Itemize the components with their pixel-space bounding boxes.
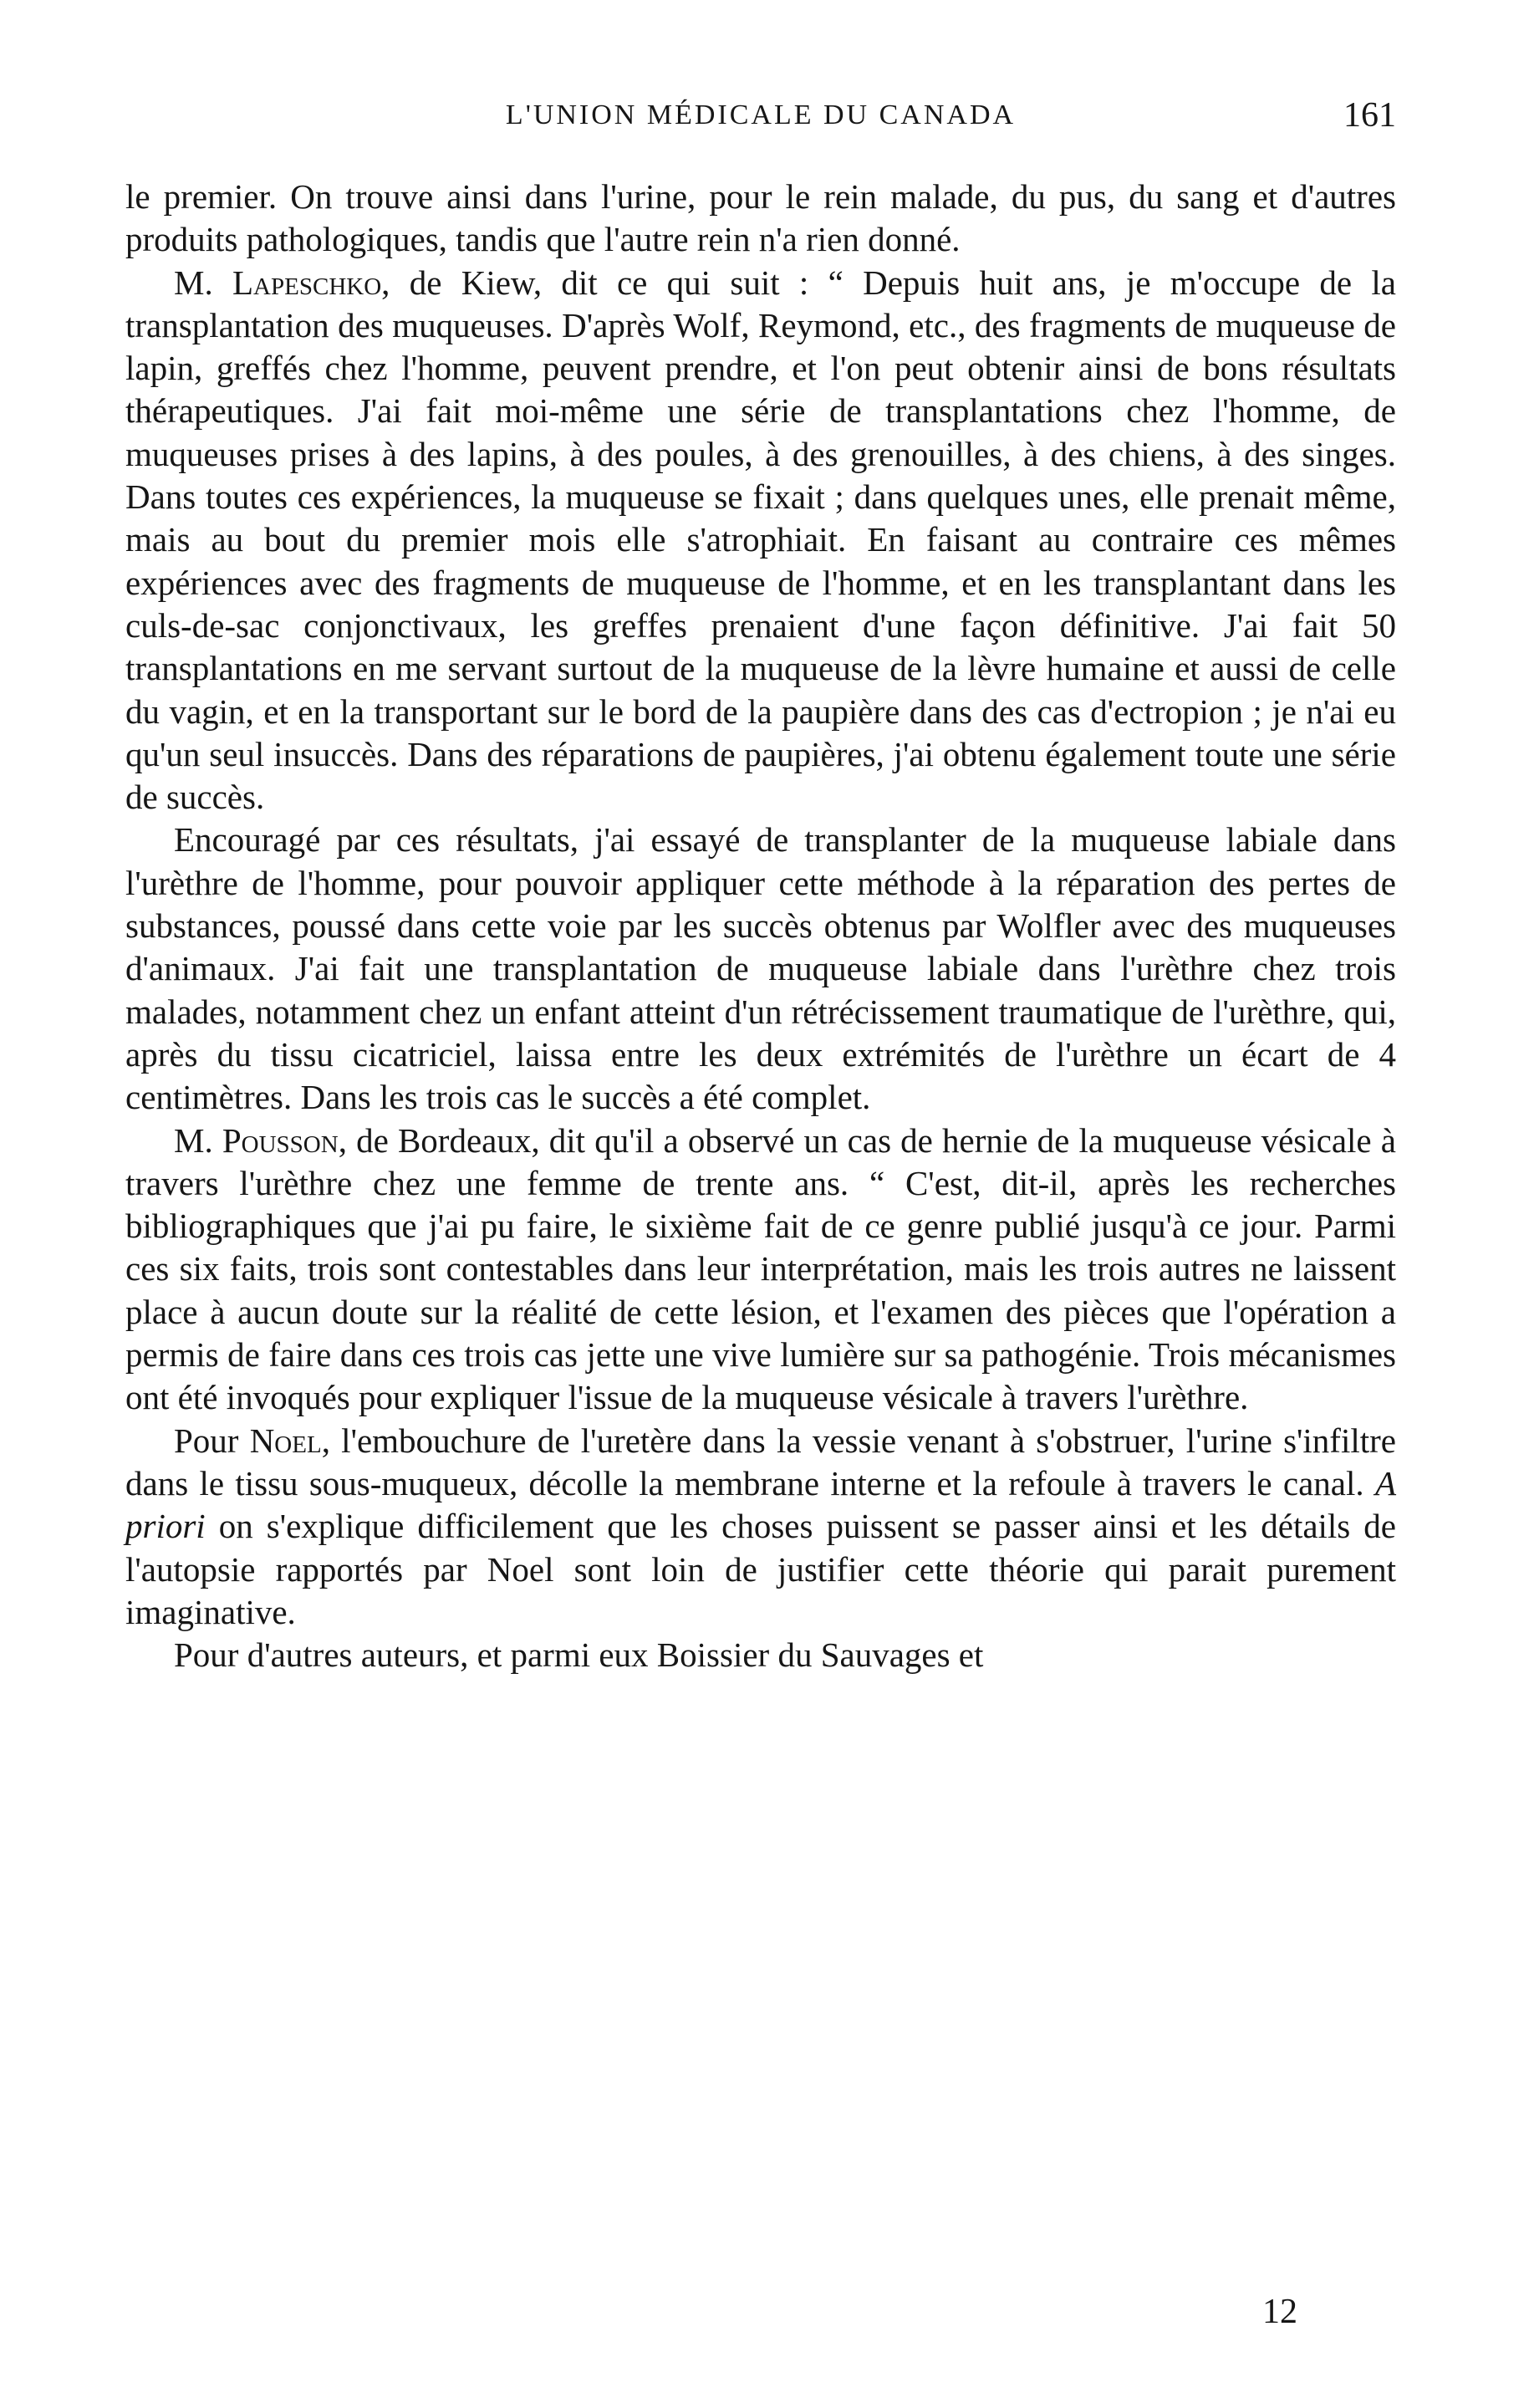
paragraph-text: Pour — [174, 1421, 250, 1460]
running-header — [125, 90, 1396, 140]
paragraph-text: le premier. On trouve ainsi dans l'urine, pour le rein malade, du pus, du sang et d'autres produits pathologiques, tandis que l'autre rein n'a rien donné. — [125, 177, 1396, 259]
paragraph-text: M. — [174, 1120, 222, 1160]
paragraph — [125, 262, 1396, 819]
paragraph — [125, 176, 1396, 262]
author-name: Lapeschko — [232, 263, 382, 302]
author-name: Noel — [249, 1421, 322, 1460]
signature-mark: 12 — [1262, 2293, 1297, 2331]
paragraph — [125, 1420, 1396, 1634]
paragraph-text: Pour d'autres auteurs, et parmi eux Boissier du Sauvages et — [174, 1635, 984, 1675]
paragraph — [125, 1634, 1396, 1676]
paragraph-text: , l'embouchure de l'uretère dans la vessie venant à s'obstruer, l'urine s'infiltre dans le tissu sous-muqueux, décolle la membrane interne et la refoule à travers le canal. — [125, 1421, 1396, 1502]
page-number: 161 — [1343, 96, 1396, 135]
paragraph-text: , de Bordeaux, dit qu'il a observé un cas de hernie de la muqueuse vésicale à travers l'urèthre chez une femme de trente ans. “ C'est, dit-il, après les recherches bibliographiques que j'ai pu faire, le sixième fait de ce genre publié jusqu'à ce jour. Parmi ces six faits, trois sont contestables dans leur interprétation, mais les trois autres ne laissent place à aucun doute sur la réalité de cette lésion, et l'examen des pièces que l'opération a permis de faire dans ces trois cas jette une vive lumière sur sa pathogénie. Trois mécanismes ont été invoqués pour expliquer l'issue de la muqueuse vésicale à travers l'urèthre. — [125, 1120, 1396, 1417]
paragraph-text: M. — [174, 263, 233, 302]
body-text — [125, 176, 1396, 1676]
paragraph — [125, 819, 1396, 1119]
paragraph — [125, 1120, 1396, 1420]
journal-title: L'UNION MÉDICALE DU CANADA — [505, 99, 1017, 130]
paragraph-text: , de Kiew, dit ce qui suit : “ Depuis huit ans, je m'occupe de la transplantation des muqueuses. D'après Wolf, Reymond, etc., des fragments de muqueuse de lapin, greffés chez l'homme, peuvent prendre, et l'on peut obtenir ainsi de bons résultats thérapeutiques. J'ai fait moi-même une série de transplantations chez l'homme, de muqueuses prises à des lapins, à des poules, à des grenouilles, à des chiens, à des singes. Dans toutes ces expériences, la muqueuse se fixait ; dans quelques unes, elle prenait même, mais au bout du premier mois elle s'atrophiait. En faisant au contraire ces mêmes expériences avec des fragments de muqueuse de l'homme, et en les transplantant dans les culs-de-sac conjonctivaux, les greffes prenaient d'une façon définitive. J'ai fait 50 transplantations en me servant surtout de la muqueuse de la lèvre humaine et aussi de celle du vagin, et en la transportant sur le bord de la paupière dans des cas d'ectropion ; je n'ai eu qu'un seul insuccès. Dans des réparations de paupières, j'ai obtenu également toute une série de succès. — [125, 263, 1396, 817]
paragraph-text: Encouragé par ces résultats, j'ai essayé de transplanter de la muqueuse labiale dans l'urèthre de l'homme, pour pouvoir appliquer cette méthode à la réparation des pertes de substances, poussé dans cette voie par les succès obtenus par Wolfler avec des muqueuses d'animaux. J'ai fait une transplantation de muqueuse labiale dans l'urèthre chez trois malades, notamment chez un enfant atteint d'un rétrécissement traumatique de l'urèthre, qui, après du tissu cicatriciel, laissa entre les deux extrémités de l'urèthre un écart de 4 centimètres. Dans les trois cas le succès a été complet. — [125, 820, 1396, 1117]
italic-phrase: A priori — [125, 1463, 1396, 1546]
paragraph-text: on s'explique difficilement que les choses puissent se passer ainsi et les détails de l'autopsie rapportés par Noel sont loin de justifier cette théorie qui parait purement imaginative. — [125, 1507, 1396, 1631]
author-name: Pousson — [222, 1120, 339, 1160]
